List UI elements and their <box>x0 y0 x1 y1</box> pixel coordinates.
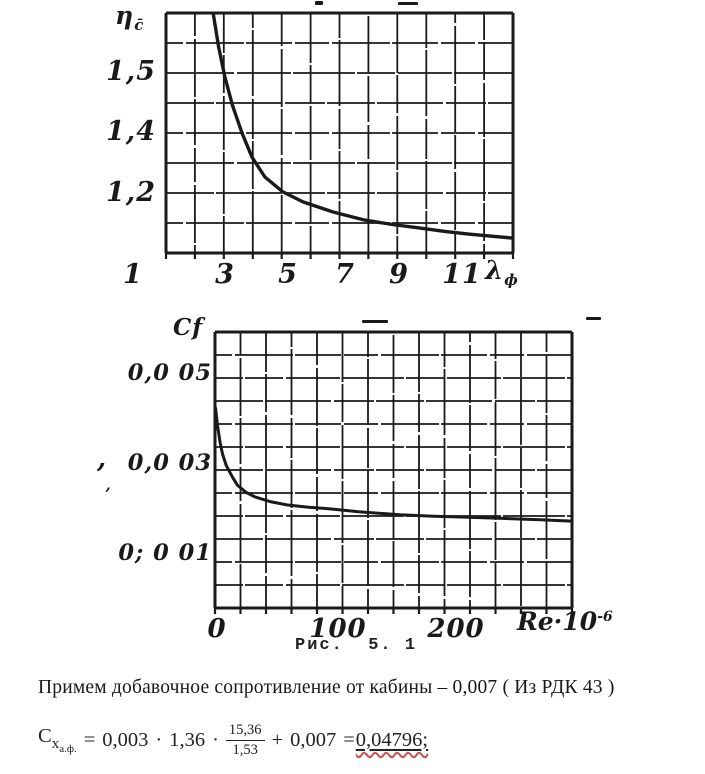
fraction-numerator: 15,36 <box>226 722 265 741</box>
figure-caption: Рис. 5. 1 <box>295 636 418 655</box>
fig2-x-tick-0: 0 <box>207 614 227 644</box>
re-symbol: Re·10 <box>517 607 598 636</box>
lambda-subscript: ф <box>504 271 518 290</box>
formula-term1: 0,003 <box>102 728 149 751</box>
fig2-x-tick-200: 200 <box>427 614 485 644</box>
equals-sign: = <box>343 728 355 751</box>
formula-lhs-main: С <box>38 725 52 748</box>
scan-mark <box>315 1 323 5</box>
scan-mark <box>586 317 601 320</box>
formula-result-group <box>343 729 428 752</box>
fig1-y-tick-1_2: 1,2 <box>106 177 156 208</box>
fig1-x-tick-7: 7 <box>335 259 355 290</box>
formula-lhs <box>38 725 77 754</box>
fig2-y-tick-0003: 0,0 03 <box>127 450 212 476</box>
formula-result: 0,04796; <box>355 728 429 751</box>
fig1-x-axis-title <box>485 258 518 288</box>
eta-symbol: η <box>115 1 135 30</box>
scan-apostrophe-artifact: ’ <box>105 484 112 503</box>
fig2-y-axis-title: Сf <box>173 314 204 341</box>
fig2-x-axis-title <box>517 609 613 634</box>
top-chart <box>166 13 516 265</box>
fig1-x-tick-11: 11 <box>442 259 482 290</box>
multiply-dot: · <box>212 728 219 751</box>
formula-result-underlines <box>356 729 428 752</box>
fig1-x-tick-3: 3 <box>215 259 235 290</box>
fig1-y-axis-title <box>115 3 143 33</box>
equals-sign: = <box>83 728 96 751</box>
multiply-dot: · <box>155 728 163 751</box>
eta-subscript: с̄ <box>134 16 144 34</box>
fig1-x-tick-5: 5 <box>278 259 298 290</box>
fig1-y-tick-1_5: 1,5 <box>106 56 156 87</box>
plus-sign: + <box>271 728 284 751</box>
bottom-chart <box>215 332 575 620</box>
paragraph-line: Примем добавочное сопротивление от кабины – 0,007 ( Из РДК 43 ) <box>38 677 615 698</box>
formula-term2: 1,36 <box>169 728 206 751</box>
formula-term3: 0,007 <box>290 728 337 751</box>
scan-comma-artifact: , <box>97 444 108 474</box>
formula-fraction <box>226 722 265 758</box>
fig2-y-tick-0001: 0; 0 01 <box>118 540 212 566</box>
lambda-symbol: λ <box>485 256 505 286</box>
fraction-denominator: 1,53 <box>232 741 258 758</box>
formula-line <box>38 716 428 764</box>
scan-mark <box>362 320 388 323</box>
fig2-y-tick-0005: 0,0 05 <box>127 360 212 386</box>
fig1-x-tick-1: 1 <box>123 259 143 290</box>
fig2-x-tick-100: 100 <box>309 614 367 644</box>
scan-mark <box>398 2 418 5</box>
formula-lhs-sub: ха.ф. <box>51 735 77 755</box>
re-exponent: -6 <box>597 609 613 625</box>
fig1-y-tick-1_4: 1,4 <box>106 116 156 147</box>
fig1-x-tick-9: 9 <box>389 259 409 290</box>
formula-lhs-subsub: а.ф. <box>59 742 77 755</box>
